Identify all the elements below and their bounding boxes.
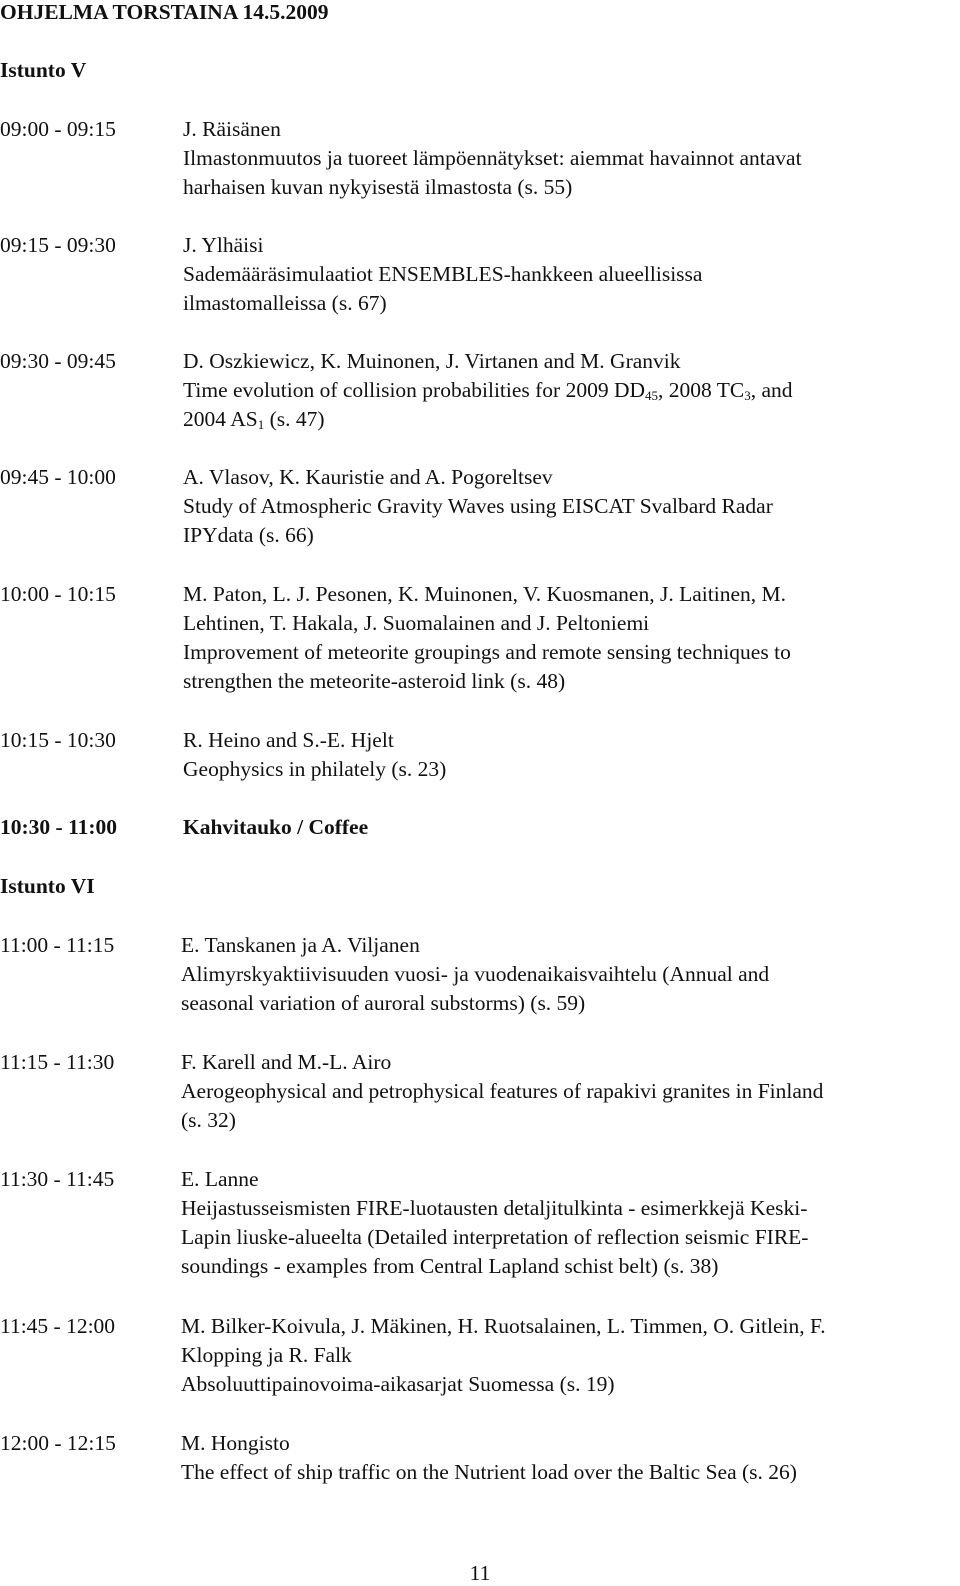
talk-title: The effect of ship traffic on the Nutrient load over the Baltic Sea (s. 26) [181, 1460, 797, 1484]
talk-authors: Klopping ja R. Falk [181, 1343, 352, 1367]
time-slot: 11:30 - 11:45 [0, 1167, 115, 1191]
talk-title: Lapin liuske-alueelta (Detailed interpretation of reflection seismic FIRE- [181, 1225, 809, 1249]
time-slot: 12:00 - 12:15 [0, 1431, 116, 1455]
time-slot: 11:15 - 11:30 [0, 1050, 115, 1074]
talk-authors: E. Tanskanen ja A. Viljanen [181, 933, 420, 957]
talk-authors: M. Paton, L. J. Pesonen, K. Muinonen, V. Kuosmanen, J. Laitinen, M. [183, 582, 786, 606]
time-slot: 09:00 - 09:15 [0, 117, 116, 141]
time-slot: 09:15 - 09:30 [0, 233, 116, 257]
talk-title: ilmastomalleissa (s. 67) [183, 291, 387, 315]
talk-authors: A. Vlasov, K. Kauristie and A. Pogoreltsev [183, 465, 553, 489]
talk-authors: M. Bilker-Koivula, J. Mäkinen, H. Ruotsalainen, L. Timmen, O. Gitlein, F. [181, 1314, 826, 1338]
session-title: Istunto VI [0, 874, 95, 898]
talk-title: IPYdata (s. 66) [183, 523, 314, 547]
time-slot: 11:00 - 11:15 [0, 933, 115, 957]
talk-title: (s. 32) [181, 1108, 236, 1132]
time-slot: 09:45 - 10:00 [0, 465, 116, 489]
talk-authors: J. Räisänen [183, 117, 281, 141]
talk-authors: M. Hongisto [181, 1431, 290, 1455]
break-time: 10:30 - 11:00 [0, 815, 118, 839]
talk-title: soundings - examples from Central Lapland schist belt) (s. 38) [181, 1254, 719, 1278]
time-slot: 09:30 - 09:45 [0, 349, 116, 373]
talk-title: harhaisen kuvan nykyisestä ilmastosta (s. 55) [183, 175, 573, 199]
talk-authors: Lehtinen, T. Hakala, J. Suomalainen and J. Peltoniemi [183, 611, 650, 635]
talk-authors: E. Lanne [181, 1167, 259, 1191]
time-slot: 10:00 - 10:15 [0, 582, 116, 606]
session-title: Istunto V [0, 58, 87, 82]
talk-authors: R. Heino and S.-E. Hjelt [183, 728, 394, 752]
talk-authors: J. Ylhäisi [183, 233, 264, 257]
talk-authors: D. Oszkiewicz, K. Muinonen, J. Virtanen and M. Granvik [183, 349, 681, 373]
talk-title: 2004 $AS_1$ (s. 47) [183, 407, 325, 432]
time-slot: 11:45 - 12:00 [0, 1314, 116, 1338]
talk-title: Ilmastonmuutos ja tuoreet lämpöennätykset: aiemmat havainnot antavat [183, 146, 802, 170]
page-title: OHJELMA TORSTAINA 14.5.2009 [0, 0, 329, 24]
talk-title: Study of Atmospheric Gravity Waves using EISCAT Svalbard Radar [183, 494, 773, 518]
talk-title: Alimyrskyaktiivisuuden vuosi- ja vuodenaikaisvaihtelu (Annual and [181, 962, 770, 986]
talk-title: Heijastusseismisten FIRE-luotausten detaljitulkinta - esimerkkejä Keski- [181, 1196, 808, 1220]
talk-authors: F. Karell and M.-L. Airo [181, 1050, 392, 1074]
talk-title: Improvement of meteorite groupings and remote sensing techniques to [183, 640, 791, 664]
break-label: Kahvitauko / Coffee [183, 815, 369, 839]
talk-title: Absoluuttipainovoima-aikasarjat Suomessa (s. 19) [181, 1372, 615, 1396]
talk-title: seasonal variation of auroral substorms) (s. 59) [181, 991, 586, 1015]
talk-title: strengthen the meteorite-asteroid link (s. 48) [183, 669, 566, 693]
time-slot: 10:15 - 10:30 [0, 728, 116, 752]
talk-title: Time evolution of collision probabilities for 2009 $DD_{45}$, 2008 $TC_3$, and [183, 378, 793, 403]
talk-title: Sademääräsimulaatiot ENSEMBLES-hankkeen alueellisissa [183, 262, 703, 286]
page-number: 11 [469, 1561, 491, 1585]
talk-title: Aerogeophysical and petrophysical features of rapakivi granites in Finland [181, 1079, 824, 1103]
talk-title: Geophysics in philately (s. 23) [183, 757, 447, 781]
